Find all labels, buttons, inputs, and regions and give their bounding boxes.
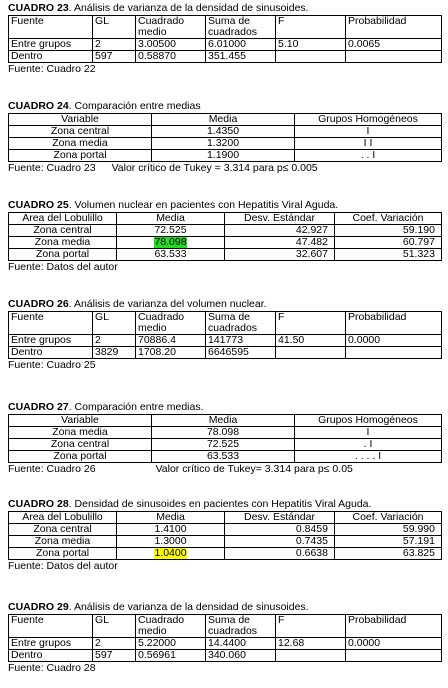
comparison-table [8,414,442,463]
header-row [9,615,442,638]
highlighted-value: 78.098 [154,236,187,248]
caption [8,401,442,413]
cell: . . I [295,150,442,162]
table-row [9,225,442,237]
header-cell: Cuadrado medio [136,312,206,335]
header-cell: GL [93,16,136,39]
cell: Zona central [9,439,152,451]
caption-title: . Volumen nuclear en pacientes con Hepatitis Viral Aguda. [68,199,339,211]
table-row [9,51,442,63]
header-cell: Media [152,114,295,126]
header-cell: Media [152,415,295,427]
source-label: Fuente: Cuadro 23 [8,162,96,174]
header-cell: GL [93,312,136,335]
cell: 5.10 [276,39,346,51]
header-cell: Cuadrado medio [136,16,206,39]
caption-number: CUADRO 24 [8,100,69,112]
caption-title: . Densidad de sinusoides en pacientes con Hepatitis Viral Aguda. [68,498,372,510]
table-row [9,347,442,359]
caption [8,601,442,613]
cuadro-23 [8,2,442,75]
caption-number: CUADRO 25 [8,199,69,211]
cell: . I [295,439,442,451]
cell: . . . . I [295,451,442,463]
cell: 5.22000 [136,638,206,650]
caption-title: . Comparación entre medias. [68,401,204,413]
header-cell: Probabilidad [346,312,442,335]
caption-title: . Análisis de varianza de la densidad de sinusoides. [68,601,309,613]
cell: 78.098 [152,427,295,439]
highlighted-value: 1.0400 [154,547,187,559]
cell: 1.1900 [152,150,295,162]
cell: 0.0065 [346,39,442,51]
cell: 2 [93,335,136,347]
cell: Zona portal [9,548,117,560]
caption-title: . Análisis de varianza del volumen nuclear. [68,298,267,310]
cell: 351.455 [206,51,276,63]
table-row [9,536,442,548]
cell: 597 [93,51,136,63]
caption-title: . Análisis de varianza de la densidad de sinusoides. [68,2,309,14]
tukey-note: Valor crítico de Tukey = 3.314 para p≤ 0.005 [111,162,318,174]
header-cell: Media [117,213,225,225]
cell: 63.825 [335,548,442,560]
cell: 63.533 [117,249,225,261]
cell: 0.7435 [225,536,335,548]
caption [8,2,442,14]
cell: 12.68 [276,638,346,650]
table-row [9,126,442,138]
cuadro-28 [8,498,442,572]
header-cell: Fuente [9,615,93,638]
cell [117,548,225,560]
table-row [9,650,442,662]
cell: 141773 [206,335,276,347]
cell: 59.190 [335,225,442,237]
cell [276,650,346,662]
cell: 42.927 [225,225,335,237]
header-cell: Fuente [9,312,93,335]
table-row [9,548,442,560]
cell: 47.482 [225,237,335,249]
source-note: Fuente: Datos del autor [8,560,118,572]
caption [8,100,442,112]
header-cell: Suma de cuadrados [206,16,276,39]
anova-table [8,614,442,662]
header-cell: Grupos Homogéneos [295,415,442,427]
cell [346,347,442,359]
header-cell: Suma de cuadrados [206,312,276,335]
header-cell: Media [117,512,225,524]
cell: Zona portal [9,150,152,162]
header-cell: Coef. Variación [335,512,442,524]
header-cell: Variable [9,415,152,427]
table-row [9,451,442,463]
cuadro-29 [8,601,442,674]
volume-table [8,212,442,261]
cell: 3.00500 [136,39,206,51]
cell: Dentro [9,51,93,63]
cell: 51.323 [335,249,442,261]
cell: 63.533 [152,451,295,463]
cell: 1.3000 [117,536,225,548]
anova-table [8,15,442,63]
header-row [9,512,442,524]
header-cell: F [276,615,346,638]
header-cell: Suma de cuadrados [206,615,276,638]
cell: 41.50 [276,335,346,347]
source-label: Fuente: Cuadro 26 [8,463,96,475]
header-cell: GL [93,615,136,638]
source-note: Fuente: Datos del autor [8,261,118,273]
source-note: Fuente: Cuadro 28 [8,662,96,674]
cell: I [295,126,442,138]
cell: Zona media [9,427,152,439]
cell: Zona media [9,536,117,548]
caption-number: CUADRO 23 [8,2,69,14]
cell: 1.4350 [152,126,295,138]
cell [346,650,442,662]
cell: 2 [93,39,136,51]
cell: Entre grupos [9,39,93,51]
cell: Entre grupos [9,638,93,650]
cell: 6.01000 [206,39,276,51]
cell: I [295,427,442,439]
cuadro-27 [8,401,442,475]
header-row [9,415,442,427]
cell: Zona central [9,126,152,138]
header-cell: Cuadrado medio [136,615,206,638]
header-cell: Coef. Variación [335,213,442,225]
caption-number: CUADRO 29 [8,601,69,613]
cell: 14.4400 [206,638,276,650]
cell: 0.0000 [346,638,442,650]
caption [8,199,442,211]
table-row [9,524,442,536]
header-cell: Fuente [9,16,93,39]
cell: I I [295,138,442,150]
density-table [8,511,442,560]
cell: Zona media [9,237,117,249]
cell: 57.191 [335,536,442,548]
header-cell: F [276,312,346,335]
cuadro-24 [8,100,442,174]
cuadro-25 [8,199,442,273]
header-cell: Probabilidad [346,615,442,638]
cell [346,51,442,63]
cell: Dentro [9,347,93,359]
cell: Zona central [9,225,117,237]
cell: 72.525 [152,439,295,451]
cell: 32.607 [225,249,335,261]
cuadro-26 [8,298,442,371]
table-row [9,439,442,451]
table-row [9,237,442,249]
source-note: Fuente: Cuadro 22 [8,63,96,75]
cell: 340.060 [206,650,276,662]
cell: 70886.4 [136,335,206,347]
tukey-note: Valor crítico de Tukey= 3.314 para p≤ 0.05 [155,463,353,475]
table-row [9,39,442,51]
caption [8,298,442,310]
anova-table [8,311,442,359]
caption-number: CUADRO 28 [8,498,69,510]
caption-title: . Comparación entre medias [68,100,201,112]
cell: Zona portal [9,249,117,261]
cell: 0.0000 [346,335,442,347]
table-row [9,335,442,347]
source-note [8,463,442,475]
header-cell: Desv. Estándar [225,213,335,225]
cell: 60.797 [335,237,442,249]
header-cell: F [276,16,346,39]
header-cell: Area del Lobulillo [9,512,117,524]
header-row [9,213,442,225]
cell: Zona central [9,524,117,536]
header-row [9,114,442,126]
table-row [9,638,442,650]
table-row [9,249,442,261]
cell: 3829 [93,347,136,359]
cell: Dentro [9,650,93,662]
cell: 0.56961 [136,650,206,662]
cell: 0.8459 [225,524,335,536]
cell: 2 [93,638,136,650]
caption-number: CUADRO 27 [8,401,69,413]
cell: Zona media [9,138,152,150]
cell: 72.525 [117,225,225,237]
table-row [9,138,442,150]
table-row [9,427,442,439]
cell: Entre grupos [9,335,93,347]
cell: 0.6638 [225,548,335,560]
header-cell: Area del Lobulillo [9,213,117,225]
source-note: Fuente: Cuadro 25 [8,359,96,371]
caption-number: CUADRO 26 [8,298,69,310]
cell: 6646595 [206,347,276,359]
comparison-table [8,113,442,162]
cell: 1708.20 [136,347,206,359]
table-row [9,150,442,162]
cell [276,51,346,63]
cell: 597 [93,650,136,662]
caption [8,498,442,510]
cell: Zona portal [9,451,152,463]
header-row [9,312,442,335]
cell [276,347,346,359]
header-cell: Desv. Estándar [225,512,335,524]
cell: 1.4100 [117,524,225,536]
header-cell: Variable [9,114,152,126]
cell: 0.58870 [136,51,206,63]
header-cell: Grupos Homogéneos [295,114,442,126]
header-cell: Probabilidad [346,16,442,39]
cell: 1.3200 [152,138,295,150]
cell: 59.990 [335,524,442,536]
source-note [8,162,442,174]
cell [117,237,225,249]
header-row [9,16,442,39]
